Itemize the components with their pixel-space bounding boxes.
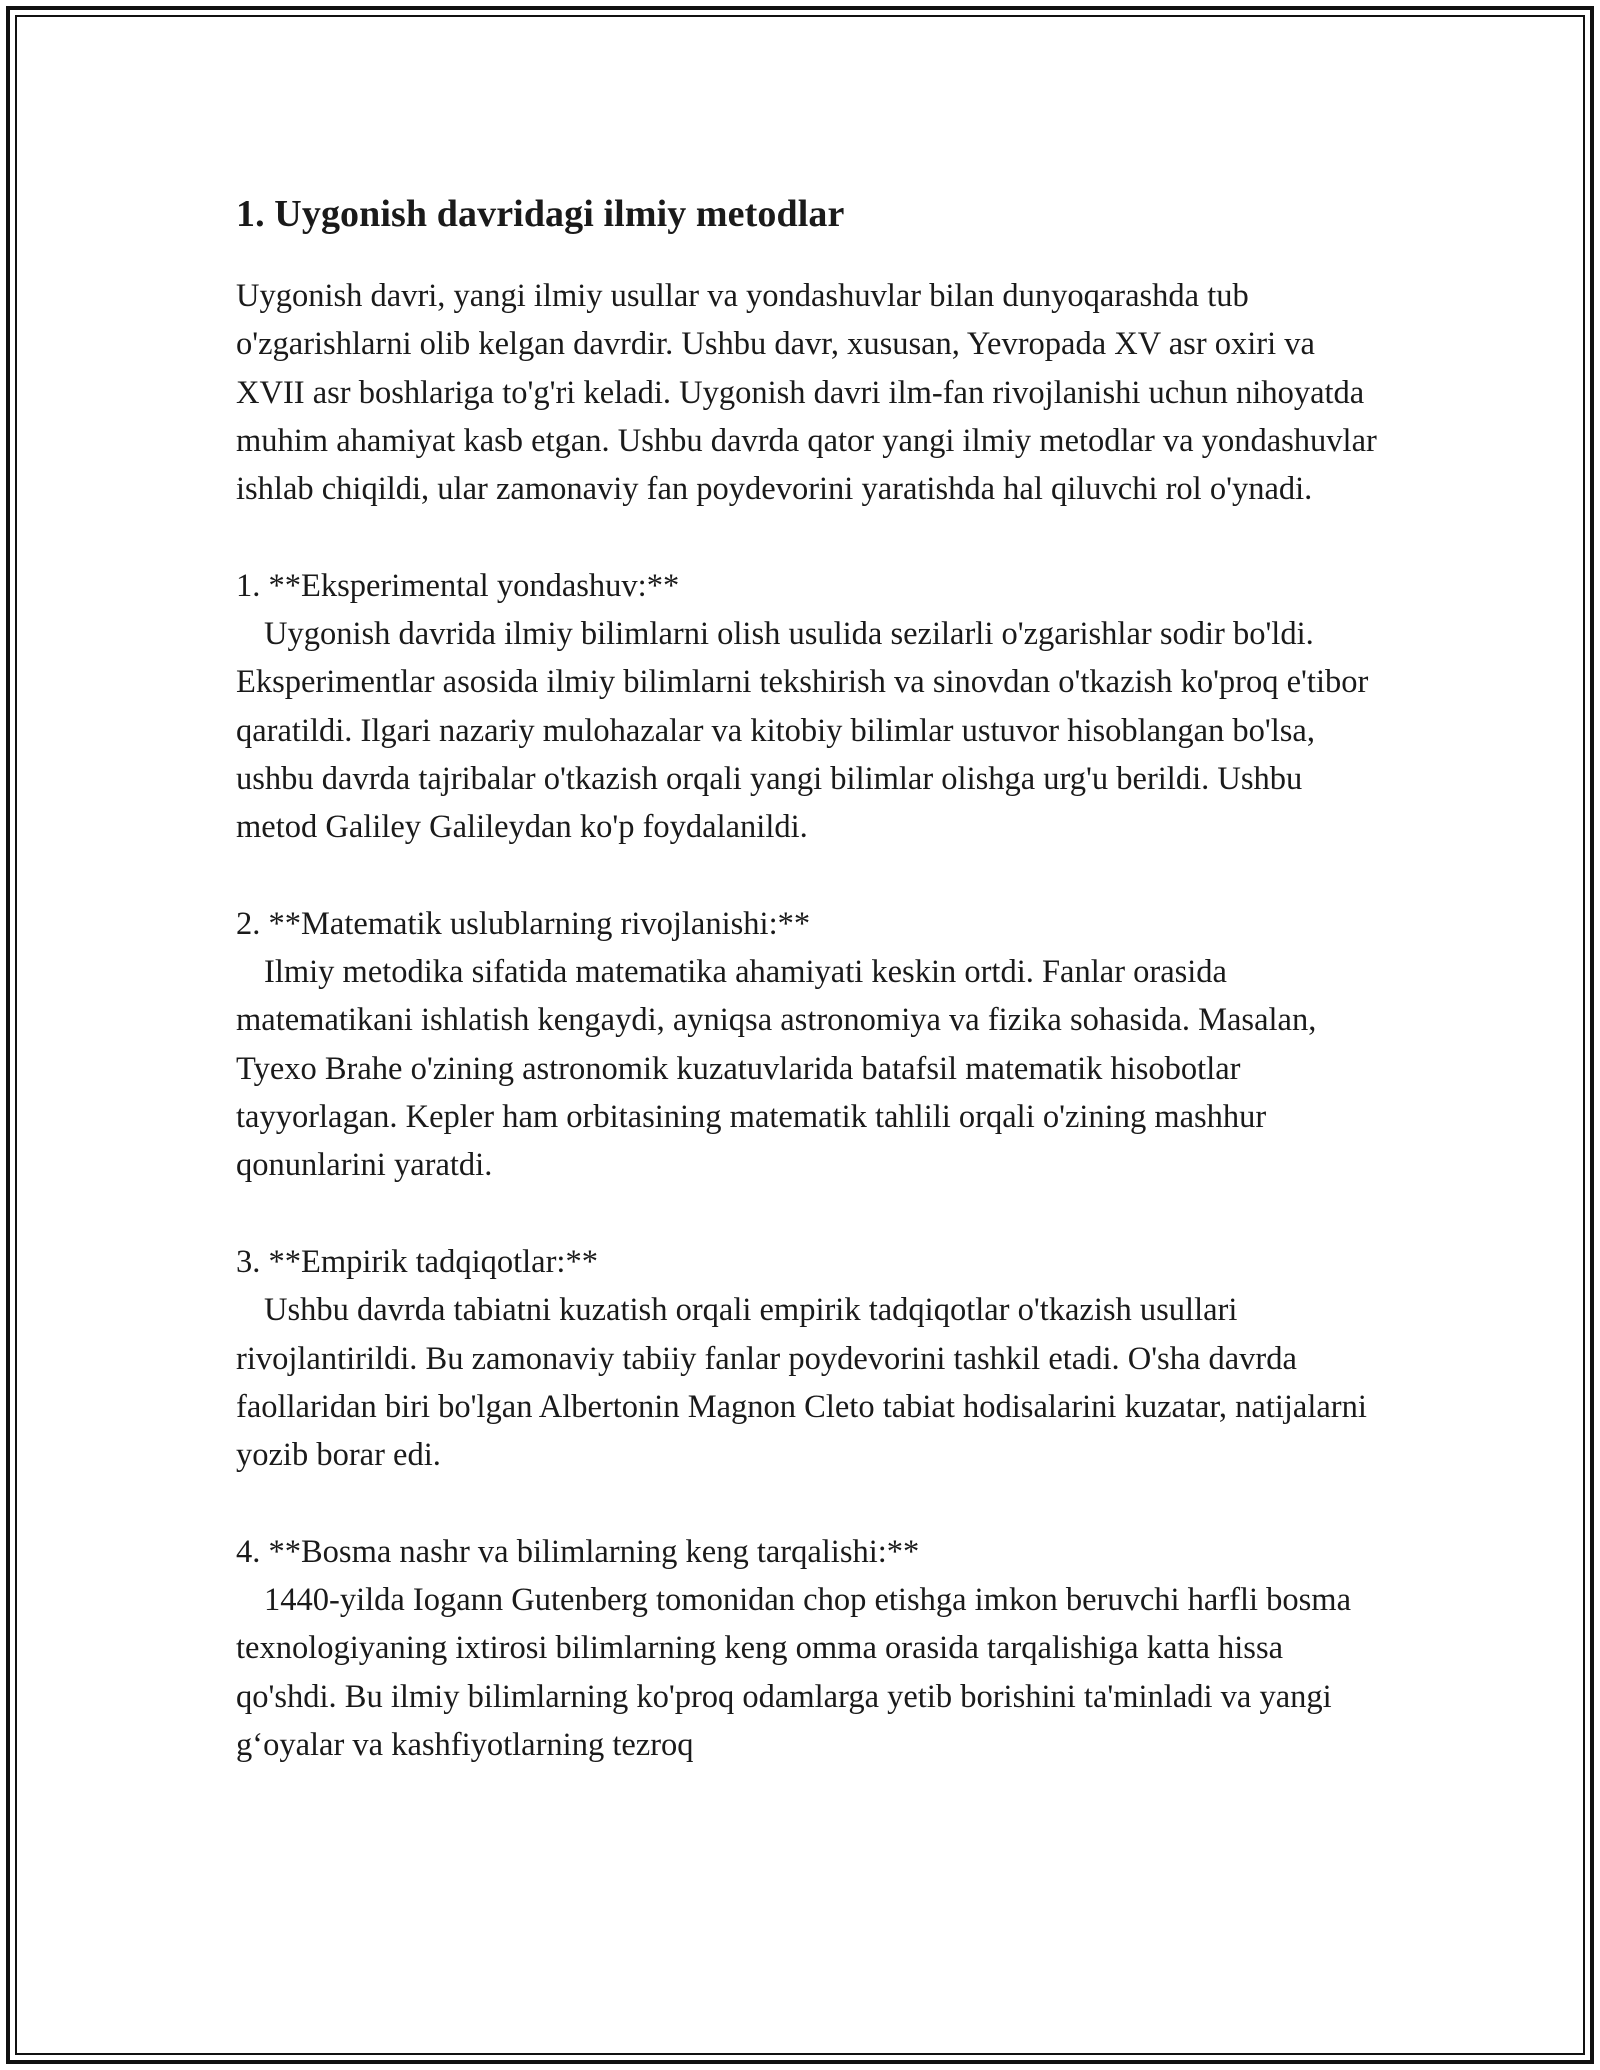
- section-heading: 2. **Matematik uslublarning rivojlanishi:**: [236, 905, 811, 942]
- section-heading: 3. **Empirik tadqiqotlar:**: [236, 1243, 598, 1280]
- section-body: Ilmiy metodika sifatida matematika ahamiyati keskin ortdi. Fanlar orasida matematikani ishlatish kengaydi, ayniqsa astronomiya va fizika sohasida. Masalan, Tyexo Brahe o'zining astronomik kuzatuvlarida batafsil matematik hisobotlar tayyorlagan. Kepler ham orbitasining matematik tahlili orqali o'zining mashhur qonunlarini yaratdi.: [236, 954, 1317, 1184]
- section-empirical-research: [236, 1238, 1386, 1479]
- section-body: Uygonish davrida ilmiy bilimlarni olish usulida sezilarli o'zgarishlar sodir bo'ldi. Eksperimentlar asosida ilmiy bilimlarni tekshirish va sinovdan o'tkazish ko'proq e'tibor qaratildi. Ilgari nazariy mulohazalar va kitobiy bilimlar ustuvor hisoblangan bo'lsa, ushbu davrda tajribalar o'tkazish orqali yangi bilimlar olishga urg'u berildi. Ushbu metod Galiley Galileydan ko'p foydalanildi.: [236, 616, 1369, 846]
- section-body: 1440-yilda Iogann Gutenberg tomonidan chop etishga imkon beruvchi harfli bosma texnologiyaning ixtirosi bilimlarning keng omma orasida tarqalishiga katta hissa qo'shdi. Bu ilmiy bilimlarning ko'proq odamlarga yetib borishini ta'minladi va yangi g‘oyalar va kashfiyotlarning tezroq: [236, 1582, 1352, 1763]
- section-body: Ushbu davrda tabiatni kuzatish orqali empirik tadqiqotlar o'tkazish usullari rivojlantirildi. Bu zamonaviy tabiiy fanlar poydevorini tashkil etadi. O'sha davrda faollaridan biri bo'lgan Albertonin Magnon Cleto tabiat hodisalarini kuzatar, natijalarni yozib borar edi.: [236, 1292, 1367, 1474]
- section-mathematical-methods: [236, 900, 1386, 1190]
- section-heading: 1. **Eksperimental yondashuv:**: [236, 567, 680, 604]
- document-title: 1. Uygonish davridagi ilmiy metodlar: [236, 193, 845, 235]
- document-content: [236, 186, 1386, 1769]
- intro-paragraph: Uygonish davri, yangi ilmiy usullar va yondashuvlar bilan dunyoqarashda tub o'zgarishlarni olib kelgan davrdir. Ushbu davr, xususan, Yevropada XV asr oxiri va XVII asr boshlariga to'g'ri keladi. Uygonish davri ilm-fan rivojlanishi uchun nihoyatda muhim ahamiyat kasb etgan. Ushbu davrda qator yangi ilmiy metodlar va yondashuvlar ishlab chiqildi, ular zamonaviy fan poydevorini yaratishda hal qiluvchi rol o'ynadi.: [236, 278, 1377, 508]
- section-printing-press: [236, 1528, 1386, 1769]
- section-heading: 4. **Bosma nashr va bilimlarning keng tarqalishi:**: [236, 1533, 920, 1570]
- section-experimental-approach: [236, 562, 1386, 852]
